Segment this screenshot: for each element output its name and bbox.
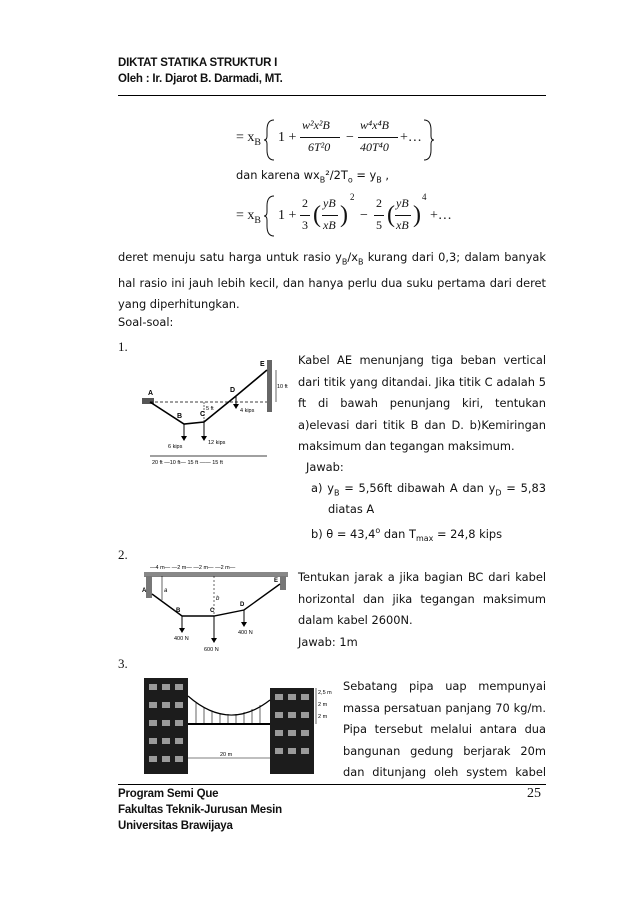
svg-text:B: B [176, 608, 181, 614]
svg-text:400 N: 400 N [174, 636, 189, 642]
svg-text:—4 m— —2 m— —2 m— —2 m—: —4 m— —2 m— —2 m— —2 m— [150, 565, 236, 571]
header-author: Oleh : Ir. Djarot B. Darmadi, MT. [118, 73, 283, 85]
problem-3-figure [140, 674, 334, 776]
svg-text:20 ft —10 ft— 15 ft —— 15 ft: 20 ft —10 ft— 15 ft —— 15 ft [152, 460, 223, 466]
svg-text:b: b [216, 596, 220, 602]
problems-heading: Soal-soal: [118, 315, 174, 329]
series-paragraph: deret menuju satu harga untuk rasio $y_B/x_B$ kurang dari 0,3; dalam banyak hal rasio ini jauh lebih kecil, dan hanya perlu dua suku pertama dari deret yang diperhitungkan. [118, 250, 547, 312]
svg-text:20 m: 20 m [220, 752, 233, 758]
svg-text:600 N: 600 N [204, 647, 219, 653]
problem-1-answer-label: Jawab: [306, 460, 344, 474]
svg-text:A: A [142, 588, 147, 594]
svg-text:10 ft: 10 ft [277, 384, 288, 390]
header-rule [118, 95, 546, 96]
footer-program: Program Semi Que [118, 788, 219, 800]
svg-text:A: A [148, 390, 154, 397]
svg-text:D: D [240, 602, 245, 608]
svg-text:C: C [200, 411, 206, 418]
svg-text:a: a [164, 588, 168, 594]
page-number: 25 [527, 786, 541, 801]
header-title: DIKTAT STATIKA STRUKTUR I [118, 57, 278, 69]
since-line: dan karena $wx_B^2/2T_o = y_B$ , [236, 168, 389, 185]
problem-1-answer-a: a) $y_B = 5,56ft$ dibawah A dan $y_D = 5,83$ [311, 481, 546, 498]
right-brace [422, 118, 434, 162]
svg-text:E: E [260, 361, 265, 368]
problem-3-number: 3. [118, 656, 128, 671]
svg-text:B: B [177, 413, 183, 420]
problem-3-text: Sebatang pipa uap mempunyai massa persatuan panjang 70 kg/m. Pipa tersebut melalui antara dua bangunan gedung berjarak 20m dan ditunjang oleh system kabel [343, 679, 546, 779]
problem-1-answer-a-cont: diatas A [328, 502, 375, 516]
equation-1: = $x_B$ 1 + w²x²B 6T²0 − w⁴x⁴B 40T⁴0 +… [236, 112, 436, 162]
problem-2-answer: Jawab: 1m [298, 635, 358, 649]
equation-2: = $x_B$ 1 + 2 3 ( yB xB ) 2 − 2 5 ( yB xB ) 4 [236, 190, 436, 240]
svg-text:E: E [274, 578, 279, 584]
left-brace [264, 118, 276, 162]
footer-rule [118, 784, 546, 785]
svg-text:C: C [210, 608, 215, 614]
footer-university: Universitas Brawijaya [118, 820, 233, 832]
svg-text:12 kips: 12 kips [208, 440, 226, 446]
problem-1-text: Kabel AE menunjang tiga beban vertical dari titik yang ditandai. Jika titik C adalah 5 ft di bawah penunjang kiri, tentukan a)elevasi dari titik B dan D. b)Kemiringan maksimum dan tegangan maksimum. [298, 353, 546, 453]
svg-text:2 m: 2 m [318, 714, 328, 720]
problem-1-answer-b: b) $\theta = 43,4^o$ dan $T_{max} = 24,8$ kips [311, 526, 503, 544]
svg-text:2,5 m: 2,5 m [318, 690, 332, 696]
svg-text:400 N: 400 N [238, 630, 253, 636]
problem-1-figure [140, 358, 290, 466]
svg-text:6 kips: 6 kips [168, 444, 183, 450]
svg-text:2 m: 2 m [318, 702, 328, 708]
problem-2-figure [140, 562, 292, 654]
svg-text:D: D [230, 387, 236, 394]
left-brace [264, 194, 276, 238]
svg-text:5 ft: 5 ft [206, 406, 214, 412]
footer-faculty: Fakultas Teknik-Jurusan Mesin [118, 804, 282, 816]
problem-2-text: Tentukan jarak a jika bagian BC dari kabel horizontal dan jika tegangan maksimum dalam kabel 2600N. [298, 570, 546, 627]
svg-text:4 kips: 4 kips [240, 408, 255, 414]
problem-1-number: 1. [118, 339, 128, 354]
problem-2-number: 2. [118, 547, 128, 562]
equation-2-tail: +… [430, 208, 452, 223]
